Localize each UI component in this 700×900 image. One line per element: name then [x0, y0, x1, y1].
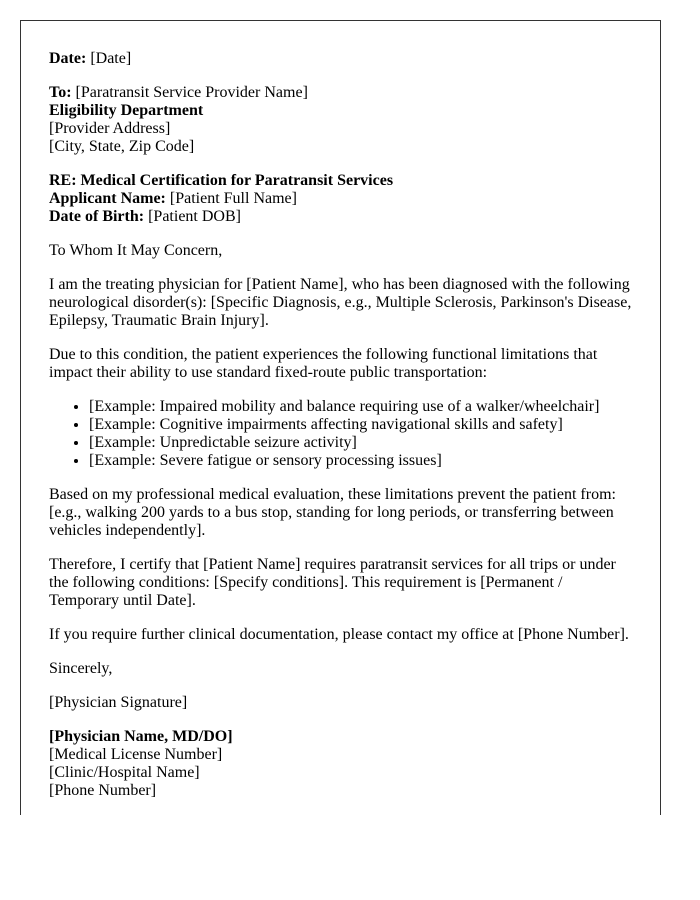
paragraph-contact: If you require further clinical documentation, please contact my office at [Phone Number].: [49, 626, 629, 643]
provider-address: [Provider Address]: [49, 120, 171, 137]
license-number: [Medical License Number]: [49, 746, 223, 763]
list-item: • [Example: Severe fatigue or sensory processing issues]: [89, 452, 632, 470]
date-line: Date: [Date]: [49, 50, 132, 67]
limitations-list: [49, 398, 632, 470]
physician-name: [Physician Name, MD/DO]: [49, 728, 233, 745]
signature: [Physician Signature]: [49, 694, 188, 711]
phone-number: [Phone Number]: [49, 782, 157, 799]
department: Eligibility Department: [49, 102, 204, 119]
paragraph-limitations: Due to this condition, the patient experiences the following functional limitations that impact their ability to use standard fixed-route public transportation:: [49, 346, 598, 381]
paragraph-certification: Therefore, I certify that [Patient Name] requires paratransit services for all trips or under the following conditions: [Specify conditions]. This requirement is [Permanent / Temporary until Date].: [49, 556, 616, 609]
list-item: • [Example: Unpredictable seizure activity]: [89, 434, 632, 452]
salutation: To Whom It May Concern,: [49, 242, 223, 259]
paragraph-evaluation: Based on my professional medical evaluation, these limitations prevent the patient from: [e.g., walking 200 yards to a bus stop, standing for long periods, or transferring between vehicles independently].: [49, 486, 616, 539]
clinic-name: [Clinic/Hospital Name]: [49, 764, 200, 781]
closing: Sincerely,: [49, 660, 113, 677]
paragraph-diagnosis: I am the treating physician for [Patient Name], who has been diagnosed with the following neurological disorder(s): [Specific Diagnosis, e.g., Multiple Sclerosis, Parkinson's Disease, Epilepsy, Traumatic Brain Injury].: [49, 276, 632, 329]
re-block: RE: Medical Certification for Paratransit Services Applicant Name: [Patient Full Name] Date of Birth: [Patient DOB]: [49, 172, 394, 225]
list-item: • [Example: Cognitive impairments affecting navigational skills and safety]: [89, 416, 632, 434]
provider-city: [City, State, Zip Code]: [49, 138, 195, 155]
recipient-block: To: [Paratransit Service Provider Name] Eligibility Department [Provider Address] [City, State, Zip Code]: [49, 84, 308, 155]
physician-block: [49, 728, 632, 800]
list-item: • [Example: Impaired mobility and balance requiring use of a walker/wheelchair]: [89, 398, 632, 416]
letter-page: [20, 20, 661, 815]
subject: RE: Medical Certification for Paratransit Services: [49, 172, 394, 189]
